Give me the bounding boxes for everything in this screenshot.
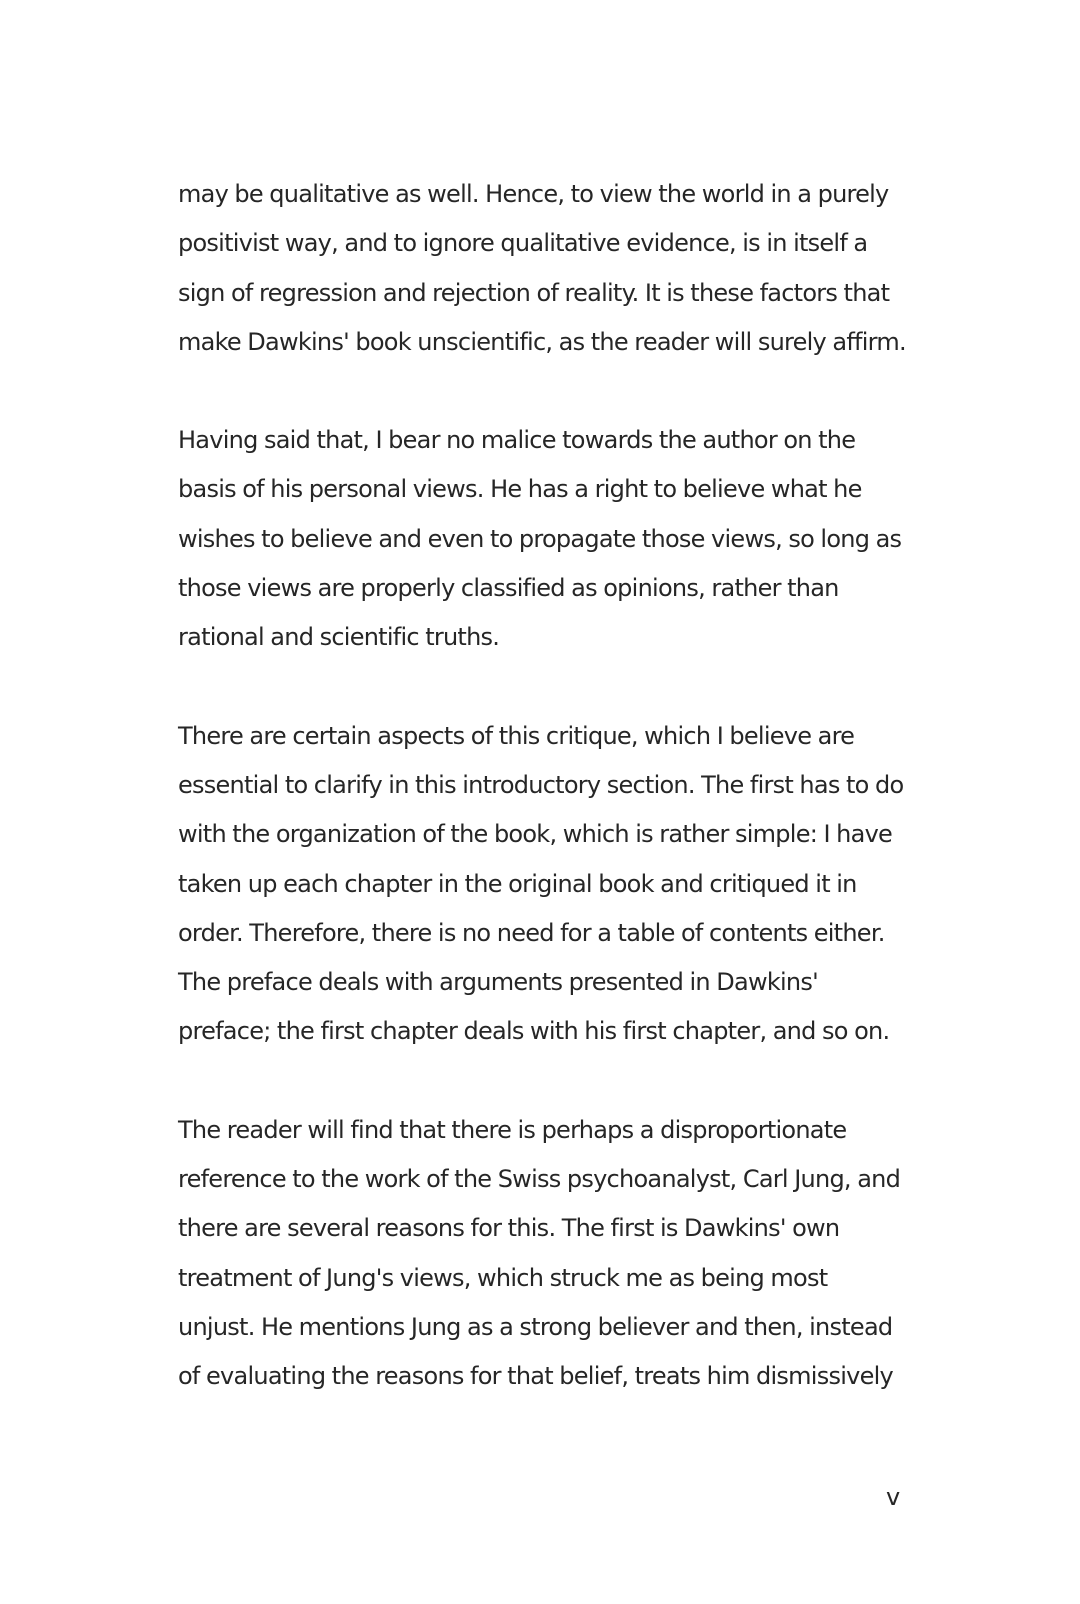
- text-line: positivist way, and to ignore qualitative evidence, is in itself a: [178, 229, 868, 258]
- paragraph: [178, 170, 918, 367]
- text-line: wishes to believe and even to propagate those views, so long as: [178, 524, 902, 553]
- text-line: unjust. He mentions Jung as a strong believer and then, instead: [178, 1312, 893, 1341]
- text-line: treatment of Jung's views, which struck me as being most: [178, 1263, 828, 1292]
- text-line: rational and scientific truths.: [178, 623, 500, 652]
- text-line: taken up each chapter in the original book and critiqued it in: [178, 869, 857, 898]
- paragraph: [178, 712, 918, 1057]
- text-line: those views are properly classified as opinions, rather than: [178, 574, 839, 603]
- text-line: Having said that, I bear no malice towards the author on the: [178, 426, 856, 455]
- text-line: there are several reasons for this. The first is Dawkins' own: [178, 1214, 840, 1243]
- text-line: make Dawkins' book unscientific, as the reader will surely affirm.: [178, 327, 906, 356]
- text-line: with the organization of the book, which is rather simple: I have: [178, 820, 893, 849]
- text-line: reference to the work of the Swiss psychoanalyst, Carl Jung, and: [178, 1165, 901, 1194]
- paragraph: [178, 416, 918, 662]
- text-line: The reader will find that there is perhaps a disproportionate: [178, 1115, 847, 1144]
- text-line: may be qualitative as well. Hence, to view the world in a purely: [178, 180, 889, 208]
- text-line: preface; the first chapter deals with his first chapter, and so on.: [178, 1017, 890, 1046]
- page-number: v: [886, 1483, 901, 1511]
- paragraph: [178, 1106, 918, 1402]
- body-text: [178, 170, 918, 1451]
- text-line: The preface deals with arguments presented in Dawkins': [178, 968, 818, 997]
- text-line: basis of his personal views. He has a right to believe what he: [178, 475, 862, 504]
- text-line: of evaluating the reasons for that belief, treats him dismissively: [178, 1362, 893, 1391]
- text-line: There are certain aspects of this critique, which I believe are: [178, 721, 855, 750]
- text-line: order. Therefore, there is no need for a table of contents either.: [178, 918, 885, 947]
- text-line: sign of regression and rejection of reality. It is these factors that: [178, 278, 890, 307]
- text-line: essential to clarify in this introductory section. The first has to do: [178, 770, 904, 799]
